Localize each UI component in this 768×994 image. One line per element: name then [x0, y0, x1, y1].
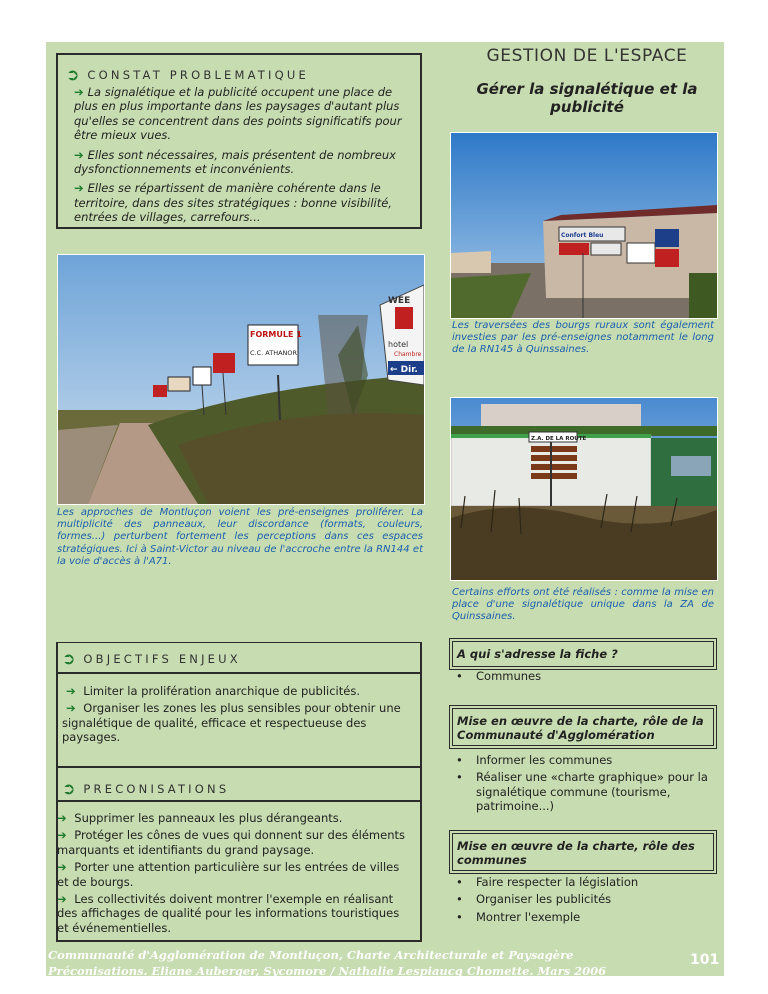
objectif-item: ➔ Limiter la prolifération anarchique de publicités. [66, 684, 360, 698]
sign-za-text: Z.A. DE LA ROUTE [531, 436, 587, 442]
arrow-circle-icon: ➲ [62, 649, 76, 668]
agglo-item: • Réaliser une «charte graphique» pour la signalétique commune (tourisme, patrimoine...) [452, 770, 714, 813]
communes-item: • Organiser les publicités [452, 892, 714, 906]
objectifs-heading: OBJECTIFS ENJEUX [83, 651, 241, 666]
objectifs-header-underline [56, 672, 422, 674]
agglo-title: Mise en œuvre de la charte, rôle de la Communauté d'Agglomération [457, 714, 704, 742]
communes-item: • Montrer l'exemple [452, 910, 714, 924]
arrow-right-icon: ➔ [57, 811, 67, 825]
footer-line-1: Communauté d'Agglomération de Montluçon, Charte Architecturale et Paysagère [48, 948, 574, 962]
preconisation-item: ➔ Supprimer les panneaux les plus dérangeants. [57, 811, 343, 825]
arrow-right-icon: ➔ [74, 181, 84, 196]
arrow-circle-icon: ➲ [66, 65, 80, 84]
arrow-right-icon: ➔ [57, 828, 67, 843]
page-title: GESTION DE L'ESPACE [486, 46, 688, 66]
arrow-right-icon: ➔ [74, 85, 84, 99]
constat-para-2: ➔ Elles sont nécessaires, mais présentent de nombreux dysfonctionnements et inconvénients. [74, 147, 396, 177]
footer-line-2: Préconisations. Eliane Auberger, Sycomore / Nathalie Lespiaucq Chomette. Mars 2006 [48, 964, 607, 978]
agglo-item: • Informer les communes [452, 753, 714, 767]
agglo-title-box [452, 708, 714, 746]
photo-za-quinssaines [450, 397, 718, 581]
arrow-right-icon: ➔ [66, 684, 76, 698]
za-caption: Certains efforts ont été réalisés : comme la mise en place d'une signalétique unique dans la ZA de Quinssaines. [452, 587, 714, 623]
sign-dir-text: ← Dir. [390, 365, 418, 375]
arrow-right-icon: ➔ [66, 701, 76, 716]
fiche-list [452, 666, 714, 683]
arrow-right-icon: ➔ [74, 147, 84, 162]
communes-title: Mise en œuvre de la charte, rôle des communes [457, 839, 695, 867]
roadside-caption: Les approches de Montluçon voient les pré-enseignes proliférer. La multiplicité des panneaux, leur discordance (formats, couleurs, formes...) perturbent fortement les perceptions dans ces espaces stratégiques. Ici à Saint-Victor au niveau de l'accroche entre la RN144 et la voie d'accès à l'A71. [57, 507, 423, 567]
arrow-circle-icon: ➲ [62, 779, 76, 798]
preconisations-header-rule-top [56, 766, 422, 768]
communes-item: • Faire respecter la législation [452, 875, 714, 889]
bourg-caption: Les traversées des bourgs ruraux sont également investies par les pré-enseignes notamment le long de la RN145 à Quinssaines. [452, 320, 714, 356]
fiche-title-box [452, 641, 714, 667]
arrow-right-icon: ➔ [57, 892, 67, 907]
preconisation-item: ➔ Protéger les cônes de vues qui donnent sur des éléments marquants et identifiants du grand paysage. [57, 828, 405, 857]
objectif-item: ➔ Organiser les zones les plus sensibles pour obtenir une signalétique de qualité, efficace et respectueuse des paysages. [62, 701, 401, 745]
page-subtitle: Gérer la signalétique et la publicité [476, 80, 698, 116]
communes-title-box [452, 833, 714, 871]
constat-heading: CONSTAT PROBLEMATIQUE [87, 67, 309, 82]
communes-list [452, 872, 714, 924]
preconisation-item: ➔ Porter une attention particulière sur les entrées de villes et de bourgs. [57, 860, 400, 889]
agglo-list [452, 750, 714, 814]
footer-credits [48, 947, 606, 979]
fiche-item: • Communes [452, 669, 714, 683]
preconisations-header-rule-bottom [56, 800, 422, 802]
sign-formule-text: FORMULE 1 [250, 330, 302, 339]
fiche-title: A qui s'adresse la fiche ? [457, 647, 618, 661]
preconisations-heading: PRECONISATIONS [83, 781, 230, 796]
sign-hotel-text: hotel [388, 340, 409, 349]
sign-store-text: Confort Bleu [561, 232, 604, 239]
constat-box [56, 53, 422, 229]
objectifs-frame [56, 642, 422, 942]
sign-wee-text: WEE [388, 296, 411, 306]
preconisation-item: ➔ Les collectivités doivent montrer l'exemple en réalisant des affichages de qualité pour les informations touristiques et événementielles. [57, 892, 400, 935]
sign-chambre-text: Chambre [394, 351, 422, 358]
constat-para-1: ➔ La signalétique et la publicité occupent une place de plus en plus importante dans les paysages d'autant plus qu'elles se concentrent dans des points significatifs pour être mieux vues. [74, 85, 402, 143]
arrow-right-icon: ➔ [57, 860, 67, 875]
sign-cc-text: C.C. ATHANOR [250, 349, 298, 357]
page-number: 101 [690, 952, 720, 968]
constat-para-3: ➔ Elles se répartissent de manière cohérente dans le territoire, dans des sites stratégiques : bonne visibilité, entrées de villages, carrefours... [74, 181, 392, 225]
constat-heading-row [66, 65, 309, 84]
photo-bourg-rn145 [450, 132, 718, 319]
photo-roadside-signs [57, 254, 425, 505]
